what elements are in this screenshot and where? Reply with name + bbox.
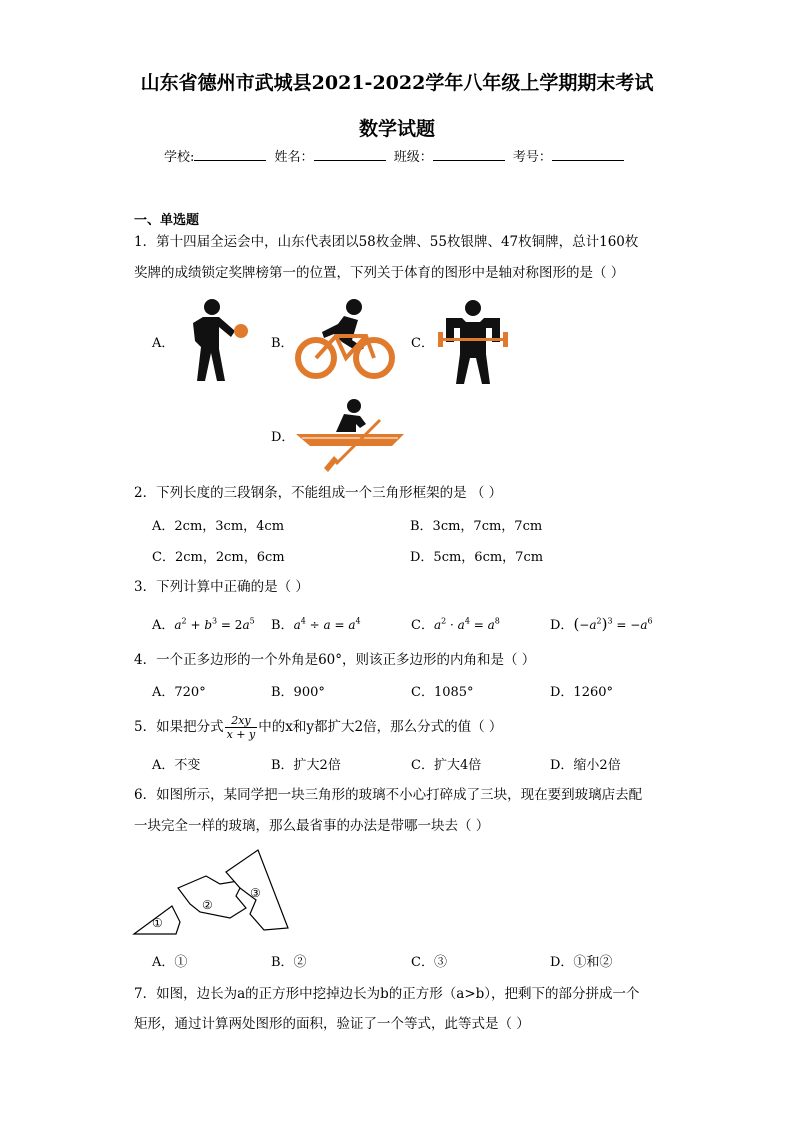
q2-option-a: A．2cm，3cm，4cm [152, 519, 285, 534]
school-blank [194, 148, 266, 161]
glass-piece-3-label: ③ [250, 886, 261, 900]
q1-line1: 1．第十四届全运会中，山东代表团以58枚金牌、55枚银牌、47枚铜牌，总计160枚 [134, 234, 639, 250]
q2-option-d: D．5cm，6cm，7cm [410, 550, 544, 565]
q6-line2: 一块完全一样的玻璃，那么最省事的办法是带哪一块去（ ） [134, 818, 490, 834]
q5-option-b: B．扩大2倍 [271, 758, 341, 773]
q6-option-a: A．① [152, 955, 188, 970]
q3-stem: 3．下列计算中正确的是（ ） [134, 579, 309, 595]
q2-option-b: B．3cm，7cm，7cm [410, 519, 543, 534]
class-blank [433, 148, 505, 161]
q1-option-a: A． [152, 336, 175, 351]
q1-option-b: B． [271, 336, 294, 351]
weightlifter-icon [436, 298, 510, 384]
q1-option-c: C． [411, 336, 434, 351]
q4-option-b: B．900° [271, 685, 325, 700]
q3-option-a: A．$a^2 + b^3 = 2a^5$ [152, 616, 255, 633]
q4-stem: 4．一个正多边形的一个外角是60°，则该正多边形的内角和是（ ） [134, 652, 536, 668]
q3-option-c: C．$a^2 \cdot a^4 = a^8$ [411, 616, 500, 633]
q6-option-b: B．② [271, 955, 307, 970]
student-info-row [164, 146, 628, 165]
q6-option-c: C．③ [411, 955, 447, 970]
exam-subtitle: 数学试题 [358, 118, 435, 140]
q5-stem: 5．如果把分式 $\frac{2xy}{x + y}$ 中的x和y都扩大2倍，那么分式的值（ ） [134, 714, 503, 741]
exam-no-blank [552, 148, 624, 161]
q3-option-d: D．$(-a^2)^3 = -a^6$ [550, 615, 653, 633]
q6-line1: 6．如图所示，某同学把一块三角形的玻璃不小心打碎成了三块，现在要到玻璃店去配 [134, 787, 643, 803]
q1-option-d: D． [271, 430, 295, 445]
glass-piece-1-label: ① [152, 916, 163, 930]
q1-line2: 奖牌的成绩锁定奖牌榜第一的位置，下列关于体育的图形中是轴对称图形的是（ ） [134, 265, 625, 281]
q2-stem: 2．下列长度的三段钢条，不能组成一个三角形框架的是 （ ） [134, 485, 503, 501]
q2-option-c: C．2cm，2cm，6cm [152, 550, 285, 565]
q7-line1: 7．如图，边长为a的正方形中挖掉边长为b的正方形（a>b），把剩下的部分拼成一个 [134, 986, 640, 1002]
q3-option-b: B．$a^4 \div a = a^4$ [271, 616, 361, 633]
rowing-boat-icon [296, 398, 406, 474]
name-label: 姓名： [274, 150, 314, 165]
exam-title: 山东省德州市武城县2021-2022学年八年级上学期期末考试 [140, 72, 654, 94]
exam-no-label: 考号： [512, 150, 552, 165]
q5-option-d: D．缩小2倍 [550, 758, 621, 773]
q7-line2: 矩形，通过计算两处图形的面积，验证了一个等式，此等式是（ ） [134, 1016, 530, 1032]
class-label: 班级： [393, 150, 433, 165]
glass-piece-2-label: ② [202, 898, 213, 912]
q4-option-a: A．720° [152, 685, 206, 700]
volleyball-player-icon [185, 297, 251, 383]
cyclist-icon [294, 298, 396, 382]
q5-option-c: C．扩大4倍 [411, 758, 482, 773]
section-heading: 一、单选题 [134, 213, 200, 228]
school-label: 学校: [164, 150, 195, 165]
q4-option-c: C．1085° [411, 685, 474, 700]
q4-option-d: D．1260° [550, 685, 614, 700]
name-blank [314, 148, 386, 161]
q5-fraction: $\frac{2xy}{x + y}$ [226, 714, 256, 741]
q5-option-a: A．不变 [152, 758, 201, 773]
q6-option-d: D．①和② [550, 955, 613, 970]
